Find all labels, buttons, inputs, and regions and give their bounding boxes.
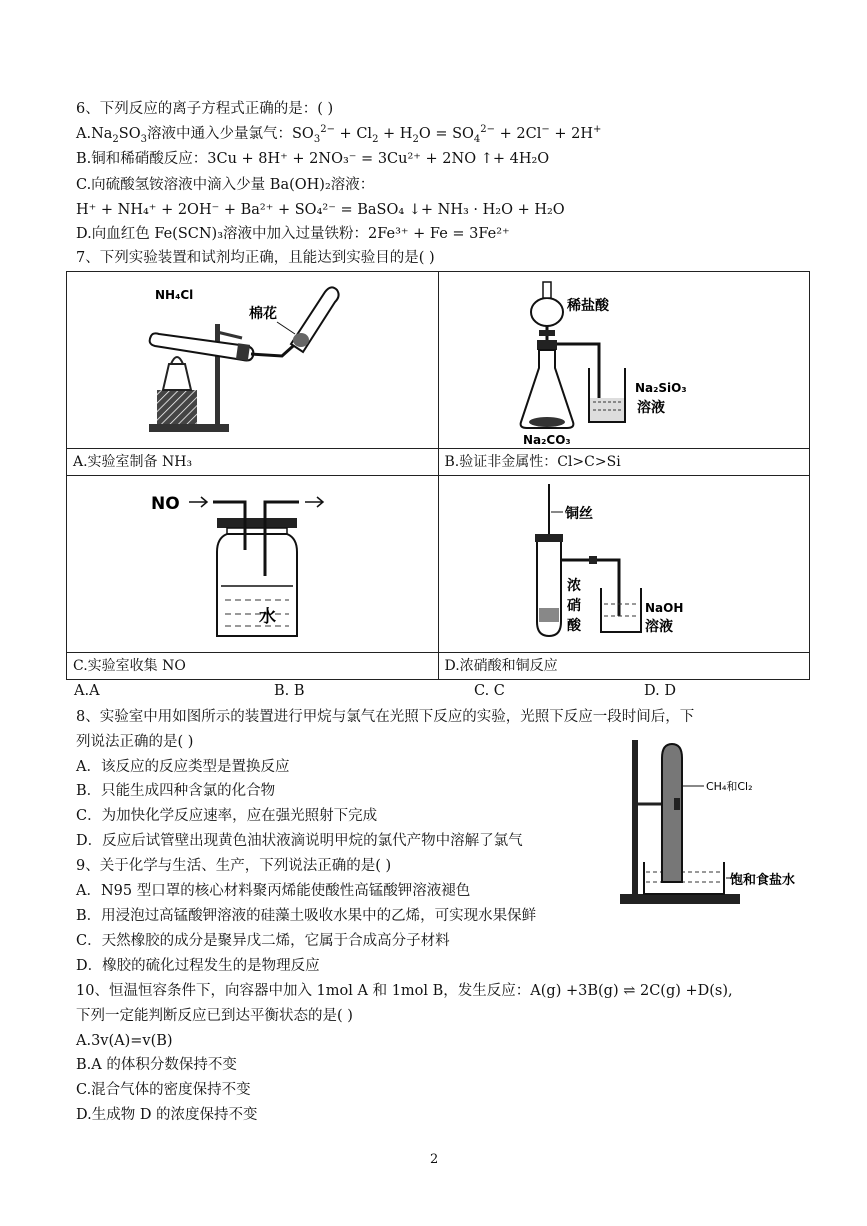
q7-caption-a: A.实验室制备 NH₃ — [67, 448, 438, 475]
q7-option-a: A.A — [74, 683, 100, 699]
label-naoh: NaOH — [644, 601, 683, 615]
label-no: NO — [151, 494, 180, 514]
q10-option-c: C.混合气体的密度保持不变 — [76, 1082, 251, 1098]
q9-option-d: D．橡胶的硫化过程发生的是物理反应 — [76, 958, 320, 974]
q10-option-d: D.生成物 D 的浓度保持不变 — [76, 1107, 258, 1123]
q6-stem: 6、下列反应的离子方程式正确的是：( ) — [76, 101, 334, 117]
q9-option-b: B．用浸泡过高锰酸钾溶液的硅藻土吸收水果中的乙烯，可实现水果保鲜 — [76, 908, 537, 924]
q7-caption-c: C.实验室收集 NO — [67, 652, 438, 679]
label-na2sio3: Na₂SiO₃ — [634, 381, 687, 395]
q10-option-b: B.A 的体积分数保持不变 — [76, 1057, 237, 1073]
q8-option-b: B．只能生成四种含氯的化合物 — [76, 783, 276, 799]
label-cotton: 棉花 — [249, 306, 277, 322]
q8-methane-apparatus — [618, 738, 818, 910]
label-nitric: 硝 — [566, 598, 581, 614]
label-na2co3: Na₂CO₃ — [522, 433, 571, 447]
q7-cell-b — [438, 272, 810, 476]
q7-caption-d: D.浓硝酸和铜反应 — [439, 652, 810, 679]
label-nh4cl: NH₄Cl — [155, 288, 194, 302]
apparatus-d-illustration — [439, 476, 836, 652]
q8-option-c: C．为加快化学反应速率，应在强光照射下完成 — [76, 808, 378, 824]
q6-option-c-equation: H⁺ + NH₄⁺ + 2OH⁻ + Ba²⁺ + SO₄²⁻ = BaSO₄ ↓+ NH₃ · H₂O + H₂O — [76, 202, 565, 218]
q9-stem: 9、关于化学与生活、生产，下列说法正确的是( ) — [76, 858, 392, 874]
label-solution2: 溶液 — [644, 619, 673, 635]
q10-stem-line2: 下列一定能判断反应已到达平衡状态的是( ) — [76, 1008, 353, 1024]
q6-option-d: D.向血红色 Fe(SCN)₃溶液中加入过量铁粉：2Fe³⁺ + Fe = 3Fe²⁺ — [76, 226, 510, 242]
q10-stem-line1: 10、恒温恒容条件下，向容器中加入 1mol A 和 1mol B，发生反应：A(g) +3B(g) ⇌ 2C(g) +D(s), — [76, 983, 733, 999]
q7-apparatus-table — [66, 271, 810, 680]
q9-option-c: C．天然橡胶的成分是聚异戊二烯，它属于合成高分子材料 — [76, 933, 450, 949]
q7-caption-b: B.验证非金属性：Cl>C>Si — [439, 448, 810, 475]
q9-option-a: A．N95 型口罩的核心材料聚丙烯能使酸性高锰酸钾溶液褪色 — [76, 883, 471, 899]
label-saturated-brine: 饱和食盐水 — [730, 873, 796, 888]
apparatus-a-illustration — [67, 272, 412, 448]
label-water: 水 — [259, 607, 276, 627]
q8-option-a: A．该反应的反应类型是置换反应 — [76, 759, 290, 775]
q6-option-c: C.向硫酸氢铵溶液中滴入少量 Ba(OH)₂溶液： — [76, 177, 375, 193]
q8-stem-line2: 列说法正确的是( ) — [76, 734, 194, 750]
q7-option-d: D. D — [644, 683, 676, 699]
q8-stem-line1: 8、实验室中用如图所示的装置进行甲烷与氯气在光照下反应的实验，光照下反应一段时间后，下 — [76, 709, 695, 725]
label-cu-wire: 铜丝 — [564, 506, 593, 522]
apparatus-b-illustration — [439, 272, 836, 448]
q6-option-a: $A.Na_2SO_3$溶液中通入少量氯气：$SO_3^{2-} + Cl_2 + H_2O = SO_4^{2-} + 2Cl^- + 2H^+$ — [76, 124, 602, 145]
q7-cell-a — [67, 272, 439, 476]
label-hcl: 稀盐酸 — [566, 298, 609, 314]
q7-option-b: B. B — [274, 683, 305, 699]
q7-cell-d — [438, 476, 810, 680]
q7-cell-c — [67, 476, 439, 680]
apparatus-c-illustration — [67, 476, 412, 652]
q6-option-b: B.铜和稀硝酸反应：3Cu + 8H⁺ + 2NO₃⁻ = 3Cu²⁺ + 2NO ↑+ 4H₂O — [76, 151, 550, 167]
q7-stem: 7、下列实验装置和试剂均正确，且能达到实验目的是( ) — [76, 250, 435, 266]
q8-option-d: D．反应后试管壁出现黄色油状液滴说明甲烷的氯代产物中溶解了氯气 — [76, 833, 523, 849]
page-number: 2 — [430, 1152, 439, 1167]
label-conc: 浓 — [566, 578, 581, 594]
q10-option-a: A.3v(A)=v(B) — [76, 1033, 173, 1049]
q7-option-c: C. C — [474, 683, 505, 699]
label-solution: 溶液 — [636, 400, 665, 416]
label-acid: 酸 — [566, 618, 581, 634]
label-ch4-cl2: CH₄和Cl₂ — [706, 780, 753, 793]
